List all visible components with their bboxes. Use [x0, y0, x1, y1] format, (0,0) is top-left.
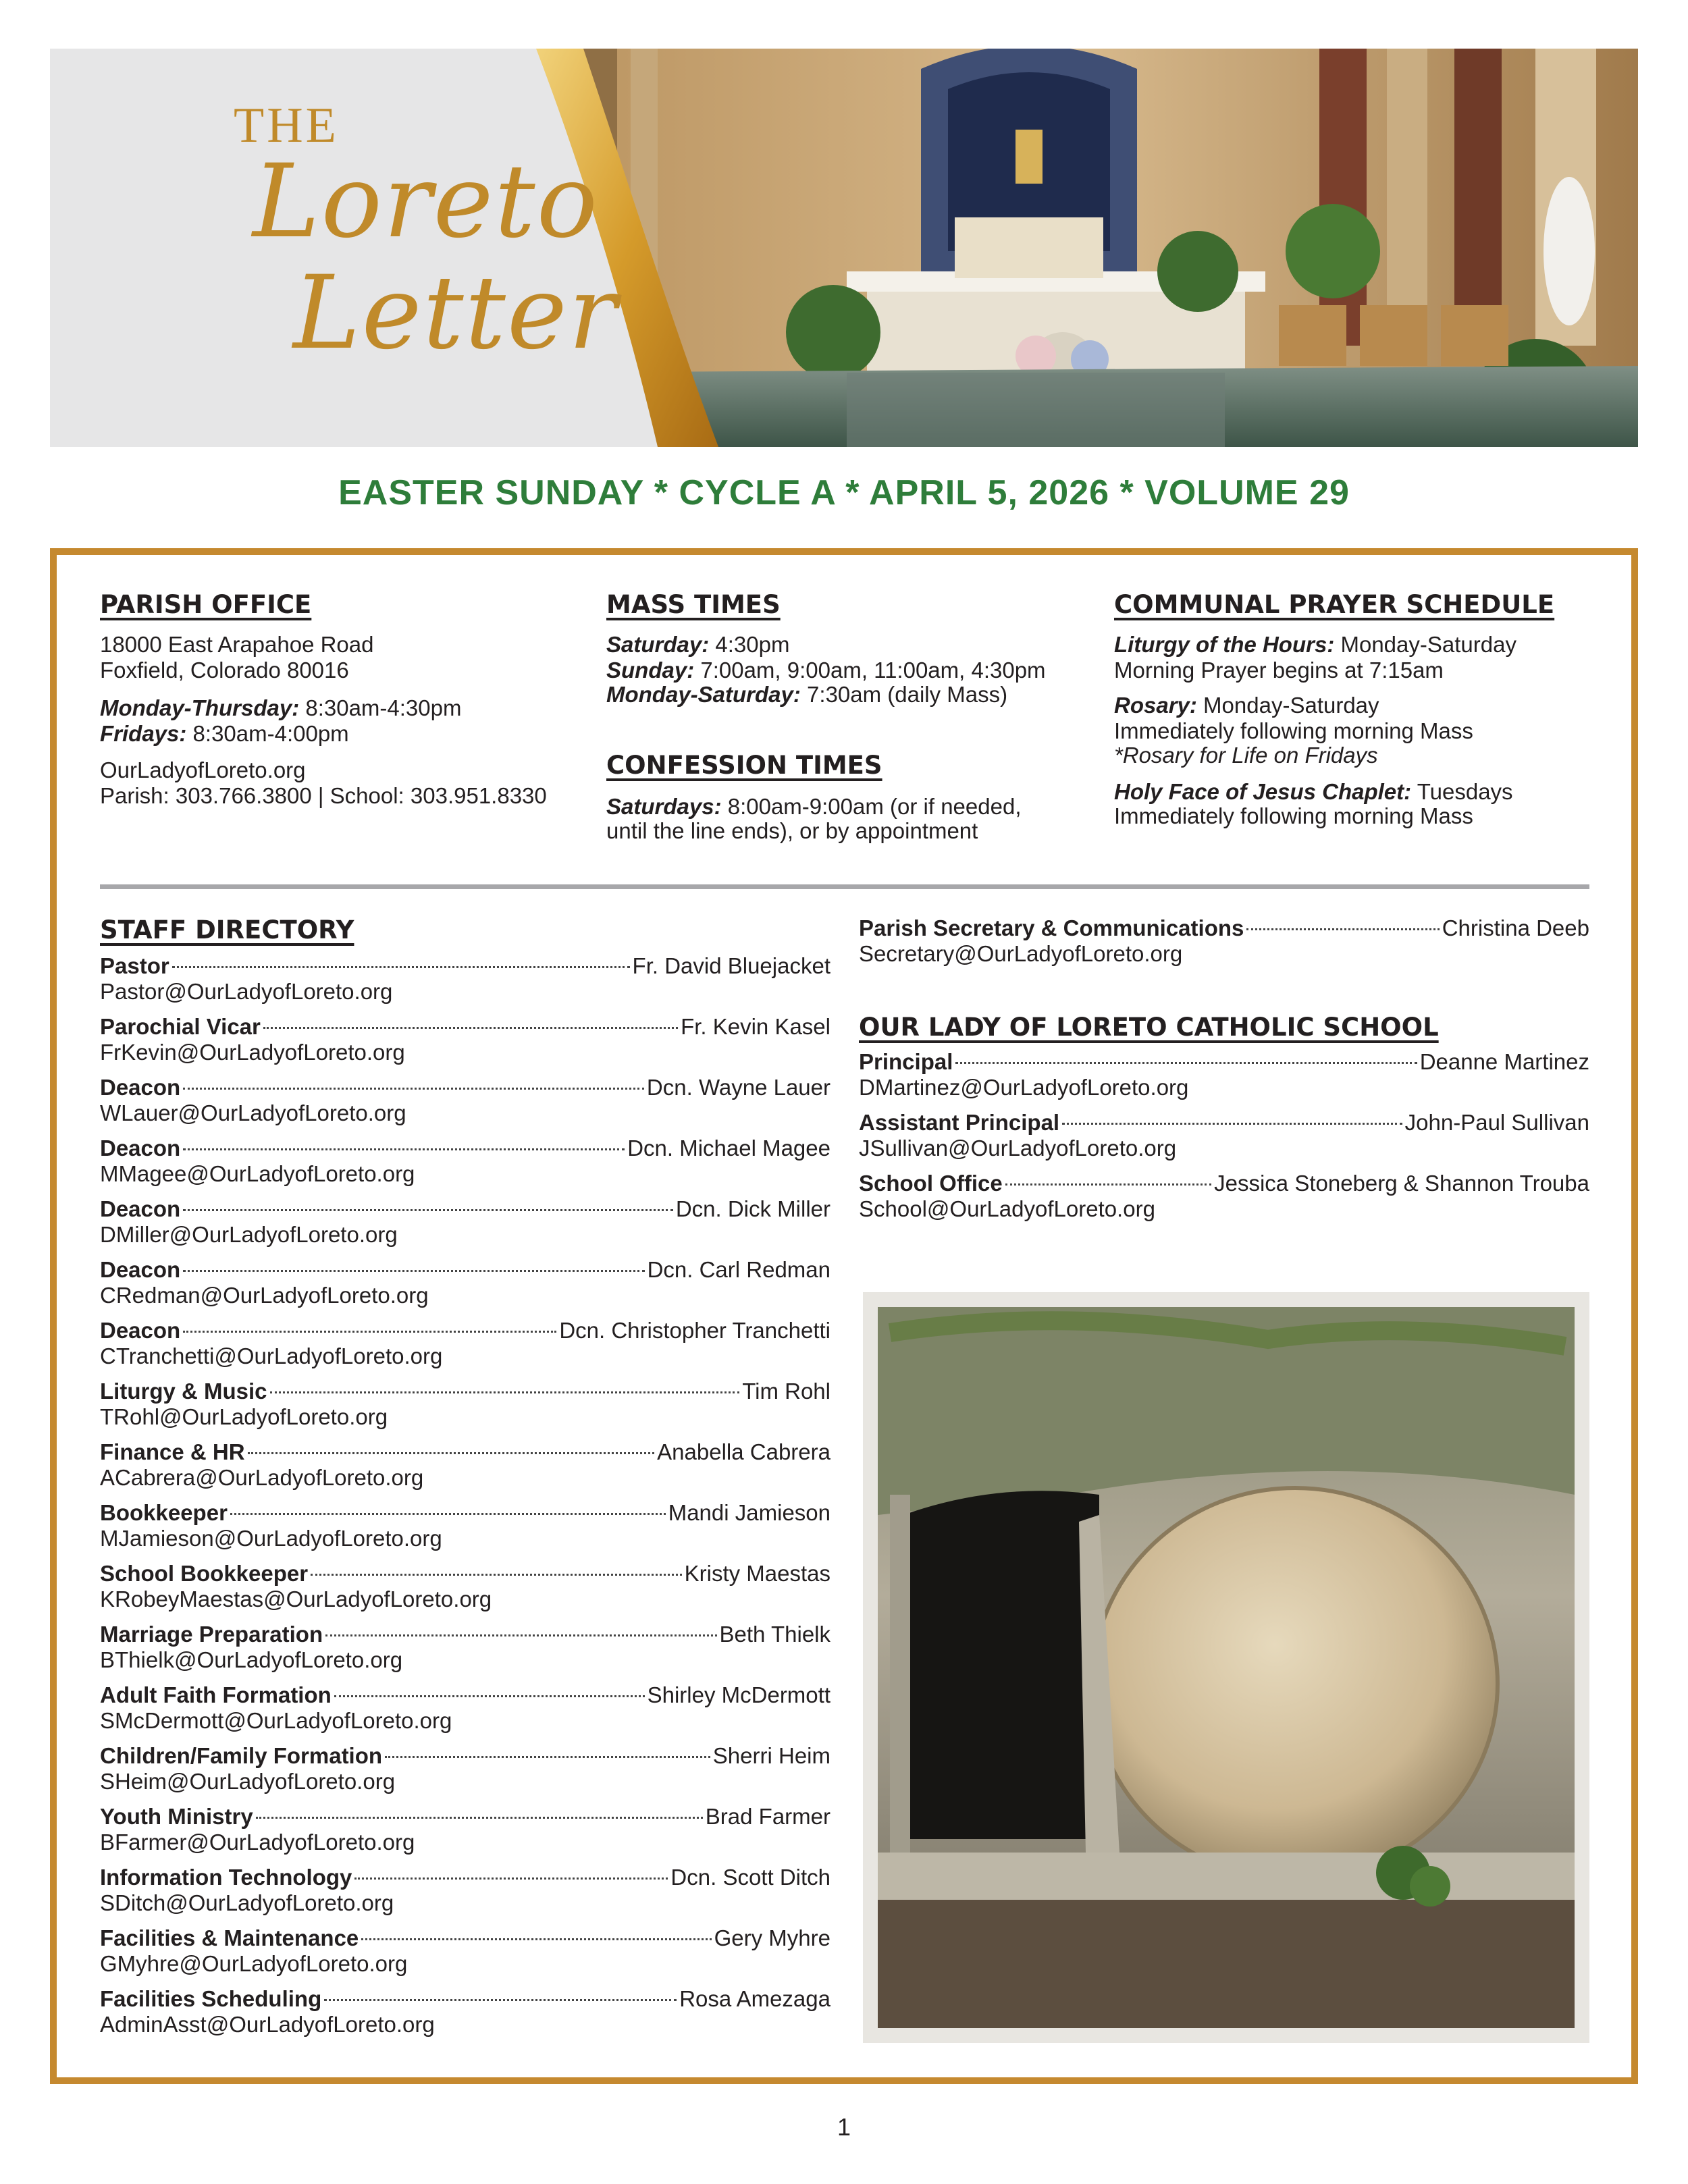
staff-role: Deacon: [100, 1196, 181, 1221]
dot-leader: [354, 1877, 668, 1880]
school-heading: OUR LADY OF LORETO CATHOLIC SCHOOL: [859, 1013, 1439, 1042]
staff-email[interactable]: SDitch@OurLadyofLoreto.org: [100, 1890, 394, 1915]
dot-leader: [311, 1574, 682, 1576]
liturgy-hours-label: Liturgy of the Hours:: [1114, 632, 1335, 657]
mass-daily: [606, 682, 1007, 708]
sun-label: Sunday:: [606, 658, 695, 683]
dot-leader: [183, 1209, 673, 1211]
staff-name: Anabella Cabrera: [657, 1439, 830, 1464]
dot-leader: [1005, 1183, 1211, 1186]
staff-entry: [100, 1865, 830, 1925]
staff-name: Dcn. Wayne Lauer: [646, 1075, 830, 1100]
staff-role: Deacon: [100, 1075, 181, 1100]
staff-role: Information Technology: [100, 1865, 352, 1890]
staff-role: Marriage Preparation: [100, 1622, 323, 1647]
staff-email[interactable]: KRobeyMaestas@OurLadyofLoreto.org: [100, 1587, 492, 1612]
staff-email[interactable]: BFarmer@OurLadyofLoreto.org: [100, 1830, 415, 1855]
staff-role: School Office: [859, 1171, 1003, 1196]
staff-email[interactable]: CTranchetti@OurLadyofLoreto.org: [100, 1343, 443, 1368]
staff-name: Deanne Martinez: [1419, 1049, 1589, 1074]
staff-role: Assistant Principal: [859, 1110, 1060, 1135]
staff-name: Dcn. Dick Miller: [675, 1196, 830, 1221]
staff-entry: [100, 1075, 830, 1136]
staff-name: Beth Thielk: [719, 1622, 830, 1647]
hours1-value: 8:30am-4:30pm: [299, 695, 462, 720]
staff-role: Facilities & Maintenance: [100, 1925, 359, 1950]
parish-office-heading: PARISH OFFICE: [100, 590, 312, 619]
dot-leader: [183, 1148, 625, 1150]
staff-entry: [100, 1682, 830, 1743]
chaplet-label: Holy Face of Jesus Chaplet:: [1114, 779, 1412, 804]
staff-email[interactable]: GMyhre@OurLadyofLoreto.org: [100, 1951, 408, 1976]
dot-leader: [183, 1270, 644, 1272]
hours1-label: Monday-Thursday:: [100, 695, 300, 720]
staff-email[interactable]: WLauer@OurLadyofLoreto.org: [100, 1100, 406, 1125]
staff-email[interactable]: DMiller@OurLadyofLoreto.org: [100, 1222, 398, 1247]
staff-entry: [100, 1257, 830, 1318]
staff-email[interactable]: SHeim@OurLadyofLoreto.org: [100, 1769, 396, 1794]
logo-loreto: Loreto: [253, 143, 599, 261]
parish-phones: Parish: 303.766.3800 | School: 303.951.8330: [100, 783, 547, 808]
confession-line1: [606, 794, 1021, 820]
staff-entry: [100, 1136, 830, 1196]
staff-entry: [100, 1439, 830, 1500]
staff-email[interactable]: Pastor@OurLadyofLoreto.org: [100, 979, 393, 1004]
dot-leader: [183, 1331, 556, 1333]
staff-email[interactable]: Secretary@OurLadyofLoreto.org: [859, 941, 1183, 966]
confession-line2: until the line ends), or by appointment: [606, 818, 978, 843]
hours2-value: 8:30am-4:00pm: [186, 721, 349, 746]
rosary-label: Rosary:: [1114, 693, 1197, 718]
section-divider: [100, 884, 1589, 889]
page-number: 1: [837, 2113, 851, 2141]
sun-value: 7:00am, 9:00am, 11:00am, 4:30pm: [694, 658, 1046, 683]
logo-letter: Letter: [293, 255, 618, 372]
staff-entry: [100, 1500, 830, 1561]
rosary-value: Monday-Saturday: [1196, 693, 1379, 718]
dot-leader: [385, 1756, 710, 1758]
staff-name: Rosa Amezaga: [679, 1986, 830, 2011]
staff-name: Shirley McDermott: [647, 1682, 830, 1707]
staff-email[interactable]: MMagee@OurLadyofLoreto.org: [100, 1161, 415, 1186]
liturgy-hours-line1: [1114, 632, 1516, 658]
staff-entry: [100, 1743, 830, 1804]
dot-leader: [230, 1513, 666, 1515]
empty-tomb-photo: [863, 1292, 1589, 2043]
parish-address-line1: 18000 East Arapahoe Road: [100, 632, 374, 657]
staff-email[interactable]: BThielk@OurLadyofLoreto.org: [100, 1647, 403, 1672]
dot-leader: [1062, 1123, 1402, 1125]
parish-website[interactable]: OurLadyofLoreto.org: [100, 757, 306, 782]
staff-email[interactable]: DMartinez@OurLadyofLoreto.org: [859, 1075, 1189, 1100]
staff-name: Kristy Maestas: [684, 1561, 830, 1586]
staff-role: Deacon: [100, 1136, 181, 1161]
issue-line: EASTER SUNDAY * CYCLE A * APRIL 5, 2026 * VOLUME 29: [338, 473, 1350, 512]
staff-entry: [100, 1318, 830, 1379]
staff-email[interactable]: FrKevin@OurLadyofLoreto.org: [100, 1040, 405, 1065]
staff-entry: [100, 1986, 830, 2047]
staff-name: Brad Farmer: [705, 1804, 830, 1829]
staff-role: Facilities Scheduling: [100, 1986, 322, 2011]
dot-leader: [256, 1817, 703, 1819]
staff-name: Tim Rohl: [742, 1379, 830, 1404]
daily-value: 7:30am (daily Mass): [800, 682, 1008, 707]
staff-name: Dcn. Christopher Tranchetti: [559, 1318, 830, 1343]
dot-leader: [334, 1695, 645, 1697]
staff-entry: [100, 1925, 830, 1986]
confession-heading: CONFESSION TIMES: [606, 751, 882, 780]
mass-saturday: [606, 632, 789, 658]
staff-role: Adult Faith Formation: [100, 1682, 332, 1707]
staff-name: Jessica Stoneberg & Shannon Trouba: [1214, 1171, 1589, 1196]
dot-leader: [183, 1088, 644, 1090]
staff-email[interactable]: ACabrera@OurLadyofLoreto.org: [100, 1465, 424, 1490]
staff-entry: [859, 1110, 1589, 1171]
liturgy-hours-line2: Morning Prayer begins at 7:15am: [1114, 658, 1444, 683]
dot-leader: [263, 1027, 678, 1029]
mass-sunday: [606, 658, 1046, 683]
rosary-line1: [1114, 693, 1379, 718]
staff-entry: [100, 1379, 830, 1439]
mass-times-heading: MASS TIMES: [606, 590, 781, 619]
staff-role: Youth Ministry: [100, 1804, 253, 1829]
staff-email[interactable]: JSullivan@OurLadyofLoreto.org: [859, 1136, 1177, 1161]
dot-leader: [172, 966, 630, 968]
rosary-line2: Immediately following morning Mass: [1114, 718, 1473, 743]
staff-email[interactable]: SMcDermott@OurLadyofLoreto.org: [100, 1708, 452, 1733]
staff-entry: [100, 1561, 830, 1622]
staff-name: Dcn. Michael Magee: [627, 1136, 830, 1161]
prayer-schedule-heading: COMMUNAL PRAYER SCHEDULE: [1114, 590, 1555, 619]
staff-role: Parochial Vicar: [100, 1014, 261, 1039]
staff-entry: [100, 953, 830, 1014]
chaplet-line2: Immediately following morning Mass: [1114, 803, 1473, 828]
staff-entry: [100, 1622, 830, 1682]
staff-entry: [100, 1804, 830, 1865]
chaplet-value: Tuesdays: [1411, 779, 1513, 804]
rosary-line3: *Rosary for Life on Fridays: [1114, 743, 1378, 768]
staff-role: Pastor: [100, 953, 169, 978]
staff-name: Mandi Jamieson: [668, 1500, 830, 1525]
dot-leader: [955, 1062, 1417, 1064]
dot-leader: [324, 1999, 677, 2001]
staff-role: Bookkeeper: [100, 1500, 228, 1525]
staff-role: Deacon: [100, 1318, 181, 1343]
hours2-label: Fridays:: [100, 721, 187, 746]
staff-email[interactable]: CRedman@OurLadyofLoreto.org: [100, 1283, 429, 1308]
dot-leader: [248, 1452, 655, 1454]
staff-email[interactable]: AdminAsst@OurLadyofLoreto.org: [100, 2012, 435, 2037]
dot-leader: [361, 1938, 711, 1940]
staff-role: Parish Secretary & Communications: [859, 915, 1244, 940]
staff-name: Fr. David Bluejacket: [632, 953, 830, 978]
masthead: [50, 49, 1638, 447]
staff-role: Deacon: [100, 1257, 181, 1282]
staff-entry: [100, 1196, 830, 1257]
confession-label: Saturdays:: [606, 794, 722, 819]
daily-label: Monday-Saturday:: [606, 682, 801, 707]
staff-directory-heading: STAFF DIRECTORY: [100, 915, 354, 944]
staff-role: Finance & HR: [100, 1439, 245, 1464]
staff-entry-secretary: [859, 915, 1589, 976]
staff-entry: [100, 1014, 830, 1075]
office-hours-friday: [100, 721, 349, 747]
sat-value: 4:30pm: [709, 632, 790, 657]
dot-leader: [325, 1634, 716, 1636]
staff-email[interactable]: TRohl@OurLadyofLoreto.org: [100, 1404, 388, 1429]
staff-name: Fr. Kevin Kasel: [681, 1014, 830, 1039]
dot-leader: [270, 1391, 740, 1393]
staff-name: Sherri Heim: [712, 1743, 830, 1768]
parish-address-line2: Foxfield, Colorado 80016: [100, 658, 349, 683]
staff-entry: [859, 1171, 1589, 1231]
staff-role: School Bookkeeper: [100, 1561, 309, 1586]
staff-name: Dcn. Carl Redman: [647, 1257, 830, 1282]
chaplet-line1: [1114, 779, 1513, 805]
logo-the: THE: [234, 98, 339, 153]
staff-name: John-Paul Sullivan: [1404, 1110, 1589, 1135]
sat-label: Saturday:: [606, 632, 710, 657]
confession-value1: 8:00am-9:00am (or if needed,: [721, 794, 1022, 819]
staff-name: Christina Deeb: [1442, 915, 1589, 940]
staff-role: Liturgy & Music: [100, 1379, 267, 1404]
staff-name: Gery Myhre: [714, 1925, 830, 1950]
liturgy-hours-value: Monday-Saturday: [1334, 632, 1516, 657]
staff-role: Principal: [859, 1049, 953, 1074]
staff-email[interactable]: MJamieson@OurLadyofLoreto.org: [100, 1526, 442, 1551]
staff-name: Dcn. Scott Ditch: [670, 1865, 830, 1890]
staff-entry: [859, 1049, 1589, 1110]
office-hours-weekday: [100, 695, 462, 721]
staff-email[interactable]: School@OurLadyofLoreto.org: [859, 1196, 1155, 1221]
staff-role: Children/Family Formation: [100, 1743, 383, 1768]
dot-leader: [1246, 928, 1439, 930]
